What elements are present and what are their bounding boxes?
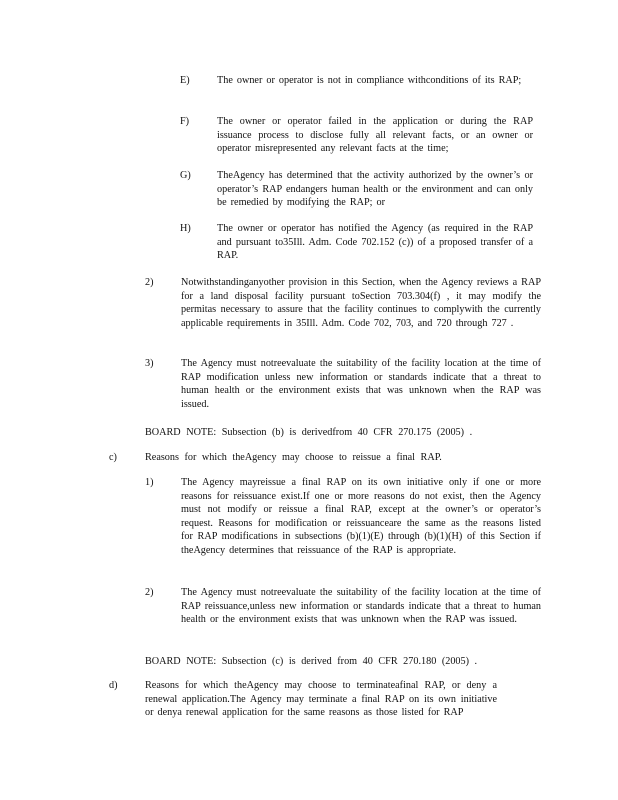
item-label: G) (180, 170, 191, 181)
item-text: The Agency mayreissue a final RAP on its own initiative only if one or more reasons for reissuance exist.If one or more reasons do not exist, then the Agency must not modify or reissue a final RAP, except at the owner’s or operator’s request. Reasons for modification or reissuanceare the same as the reasons listed for RAP modifications in subsections (b)(1)(E) through (b)(1)(H) of this Section if theAgency determines that reissuance of the RAP is appropriate. (181, 477, 541, 556)
item-label: E) (180, 75, 190, 86)
item-label: d) (109, 680, 118, 691)
item-label: 2) (145, 587, 154, 598)
item-text: The Agency must notreevaluate the suitability of the facility location at the time of RAP modification unless new information or standards indicate that a threat to human health or the environment exists that was unknown when the RAP was issued. (181, 358, 541, 410)
board-note: BOARD NOTE: Subsection (c) is derived from 40 CFR 270.180 (2005) . (145, 656, 478, 667)
item-text: Reasons for which theAgency may choose to reissue a final RAP. (145, 452, 442, 463)
item-text: The owner or operator failed in the application or during the RAP issuance process to disclose fully all relevant facts, or an owner or operator misrepresented any relevant facts at the time; (217, 116, 533, 155)
item-label: F) (180, 116, 190, 127)
item-label: H) (180, 223, 191, 234)
item-text: The owner or operator is not in compliance withconditions of its RAP; (217, 75, 522, 86)
item-label: 2) (145, 277, 154, 288)
item-text: TheAgency has determined that the activity authorized by the owner’s or operator’s RAP endangers human health or the environment and can only be remedied by modifying the RAP; or (217, 170, 533, 209)
item-label: 1) (145, 477, 154, 488)
item-label: c) (109, 452, 117, 463)
item-text: Reasons for which theAgency may choose to terminateafinal RAP, or deny a renewal application.The Agency may terminate a final RAP on its own initiative or denya renewal application for the same reasons as those listed for RAP (145, 680, 497, 719)
board-note: BOARD NOTE: Subsection (b) is derivedfrom 40 CFR 270.175 (2005) . (145, 427, 473, 438)
item-text: Notwithstandinganyother provision in this Section, when the Agency reviews a RAP for a land disposal facility pursuant toSection 703.304(f) , it may modify the permitas necessary to assure that the facility continues to complywith the currently applicable requirements in 35Ill. Adm. Code 702, 703, and 720 through 727 . (181, 277, 541, 329)
item-text: The owner or operator has notified the Agency (as required in the RAP and pursuant to35Ill. Adm. Code 702.152 (c)) of a proposed transfer of a RAP. (217, 223, 533, 262)
item-label: 3) (145, 358, 154, 369)
item-text: The Agency must notreevaluate the suitability of the facility location at the time of RAP reissuance,unless new information or standards indicate that a threat to human health or the environment exists that was unknown when the RAP was issued. (181, 587, 541, 626)
